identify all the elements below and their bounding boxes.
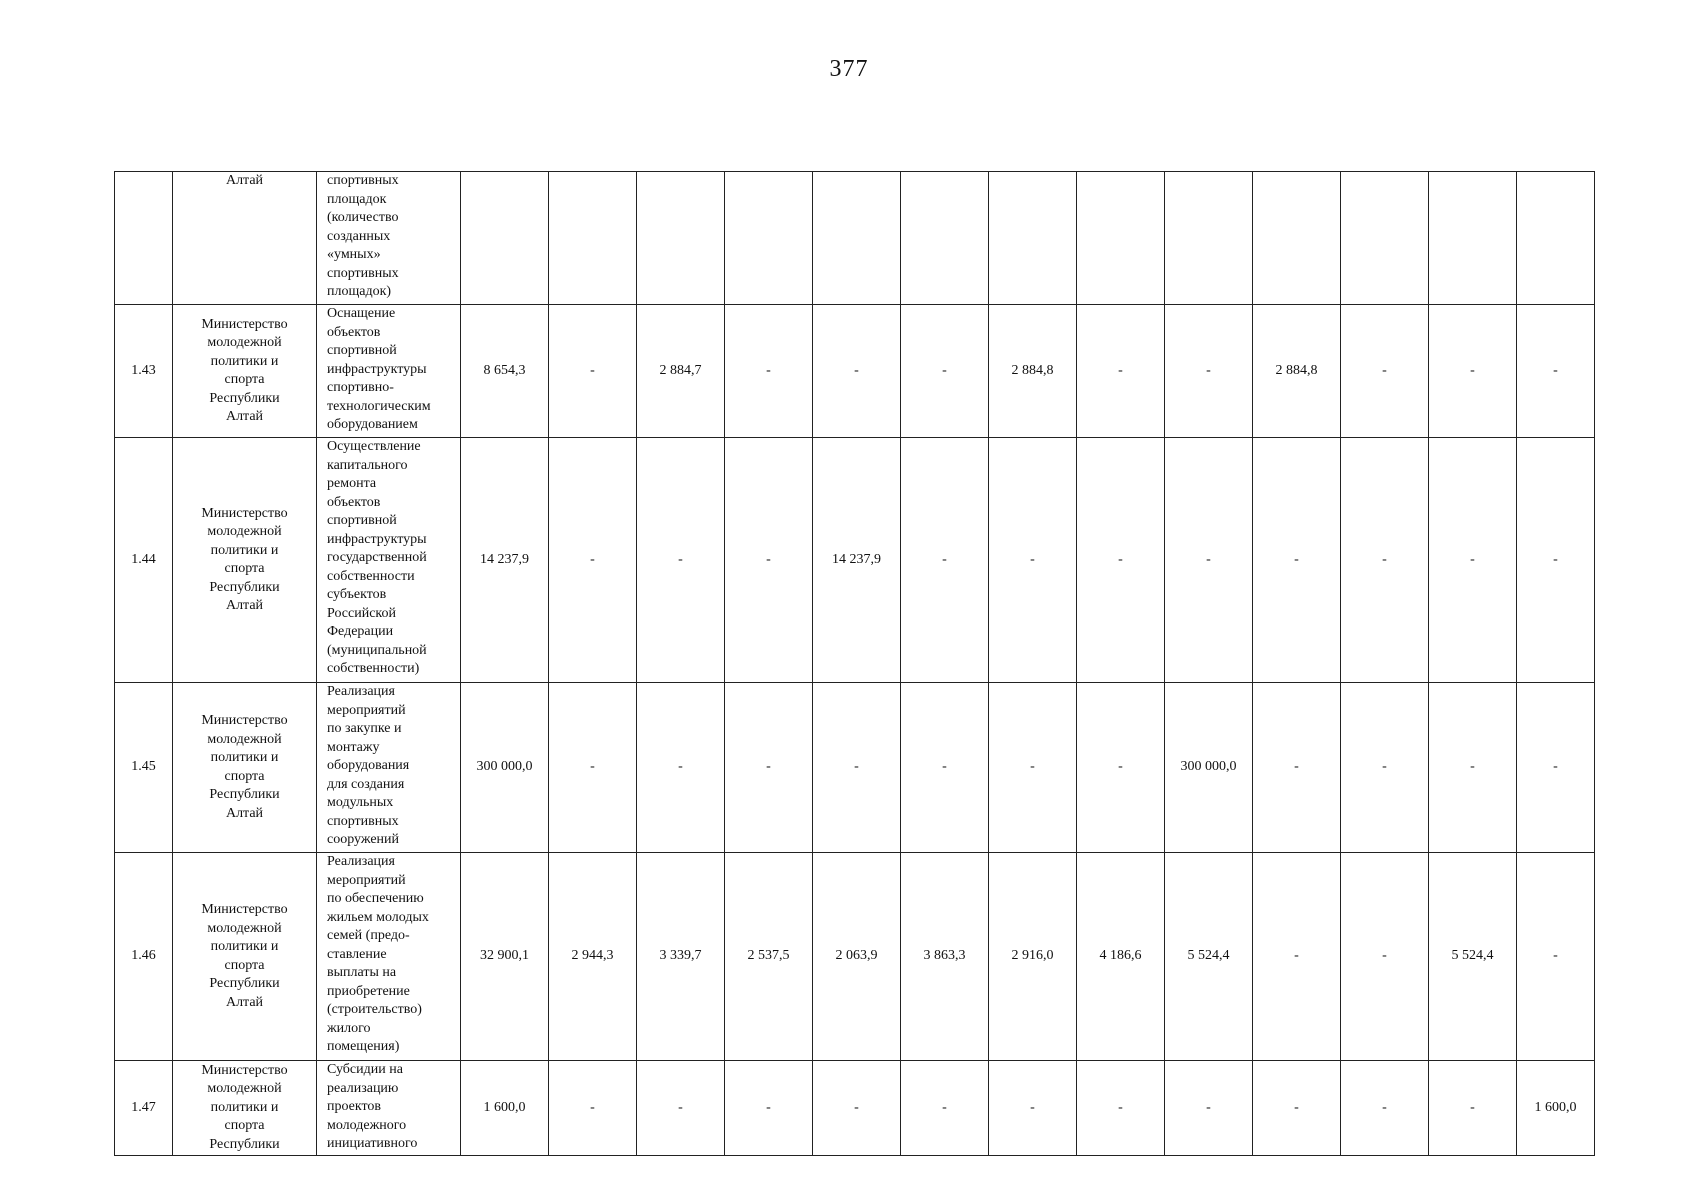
value-cell: - bbox=[1517, 853, 1595, 1061]
table-row bbox=[115, 305, 1595, 438]
value-cell bbox=[637, 172, 725, 305]
value-cell: - bbox=[989, 683, 1077, 853]
value-cell bbox=[901, 172, 989, 305]
table-row bbox=[115, 438, 1595, 683]
value-cell: - bbox=[1077, 305, 1165, 438]
value-cell bbox=[1165, 172, 1253, 305]
value-cell bbox=[1517, 172, 1595, 305]
description-cell: Субсидии на реализацию проектов молодежного инициативного bbox=[317, 1061, 461, 1156]
value-cell: 14 237,9 bbox=[813, 438, 901, 683]
value-cell: - bbox=[901, 305, 989, 438]
value-cell: - bbox=[1517, 683, 1595, 853]
table-row bbox=[115, 1061, 1595, 1156]
value-cell: - bbox=[725, 1061, 813, 1156]
value-cell bbox=[1429, 172, 1517, 305]
value-cell: - bbox=[1253, 1061, 1341, 1156]
table-row bbox=[115, 853, 1595, 1061]
value-cell: 2 063,9 bbox=[813, 853, 901, 1061]
value-cell bbox=[549, 172, 637, 305]
value-cell: 300 000,0 bbox=[1165, 683, 1253, 853]
description-cell: спортивных площадок (количество созданных «умных» спортивных площадок) bbox=[317, 172, 461, 305]
value-cell: 5 524,4 bbox=[1165, 853, 1253, 1061]
value-cell bbox=[1341, 172, 1429, 305]
value-cell: 1 600,0 bbox=[1517, 1061, 1595, 1156]
value-cell: 32 900,1 bbox=[461, 853, 549, 1061]
value-cell: 14 237,9 bbox=[461, 438, 549, 683]
value-cell: - bbox=[725, 438, 813, 683]
row-number-cell: 1.45 bbox=[115, 683, 173, 853]
value-cell: - bbox=[1253, 683, 1341, 853]
value-cell: - bbox=[1429, 438, 1517, 683]
value-cell: 2 944,3 bbox=[549, 853, 637, 1061]
description-cell: Реализация мероприятий по обеспечению жильем молодых семей (предо- ставление выплаты на приобретение (строительство) жилого помещения) bbox=[317, 853, 461, 1061]
value-cell bbox=[725, 172, 813, 305]
value-cell: - bbox=[1077, 438, 1165, 683]
value-cell: - bbox=[1517, 305, 1595, 438]
value-cell: - bbox=[549, 1061, 637, 1156]
value-cell: - bbox=[1165, 438, 1253, 683]
value-cell: - bbox=[1253, 438, 1341, 683]
value-cell: - bbox=[1429, 683, 1517, 853]
value-cell: - bbox=[1077, 1061, 1165, 1156]
value-cell: 5 524,4 bbox=[1429, 853, 1517, 1061]
value-cell: 2 537,5 bbox=[725, 853, 813, 1061]
value-cell: - bbox=[637, 438, 725, 683]
value-cell: 1 600,0 bbox=[461, 1061, 549, 1156]
organization-cell: Министерство молодежной политики и спорта Республики Алтай bbox=[173, 853, 317, 1061]
value-cell: - bbox=[637, 1061, 725, 1156]
organization-cell: Министерство молодежной политики и спорта Республики bbox=[173, 1061, 317, 1156]
value-cell: - bbox=[1341, 305, 1429, 438]
value-cell: - bbox=[549, 305, 637, 438]
value-cell: - bbox=[989, 1061, 1077, 1156]
budget-table bbox=[114, 171, 1595, 1156]
row-number-cell: 1.47 bbox=[115, 1061, 173, 1156]
value-cell bbox=[1077, 172, 1165, 305]
value-cell bbox=[461, 172, 549, 305]
value-cell: 4 186,6 bbox=[1077, 853, 1165, 1061]
value-cell: - bbox=[1429, 1061, 1517, 1156]
value-cell: - bbox=[989, 438, 1077, 683]
description-cell: Реализация мероприятий по закупке и монтажу оборудования для создания модульных спортивных сооружений bbox=[317, 683, 461, 853]
value-cell bbox=[1253, 172, 1341, 305]
row-number-cell: 1.44 bbox=[115, 438, 173, 683]
value-cell: - bbox=[813, 305, 901, 438]
value-cell: - bbox=[1429, 305, 1517, 438]
value-cell: 2 916,0 bbox=[989, 853, 1077, 1061]
value-cell: 2 884,8 bbox=[1253, 305, 1341, 438]
value-cell: 2 884,7 bbox=[637, 305, 725, 438]
value-cell: - bbox=[725, 305, 813, 438]
value-cell: - bbox=[1517, 438, 1595, 683]
value-cell: - bbox=[1165, 305, 1253, 438]
value-cell: 2 884,8 bbox=[989, 305, 1077, 438]
table-row bbox=[115, 172, 1595, 305]
value-cell: - bbox=[637, 683, 725, 853]
value-cell: - bbox=[901, 438, 989, 683]
value-cell: - bbox=[1341, 683, 1429, 853]
page-number: 377 bbox=[829, 56, 869, 82]
value-cell: - bbox=[549, 683, 637, 853]
description-cell: Оснащение объектов спортивной инфраструктуры спортивно- технологическим оборудованием bbox=[317, 305, 461, 438]
value-cell: 300 000,0 bbox=[461, 683, 549, 853]
row-number-cell: 1.46 bbox=[115, 853, 173, 1061]
organization-cell: Министерство молодежной политики и спорта Республики Алтай bbox=[173, 438, 317, 683]
description-cell: Осуществление капитального ремонта объектов спортивной инфраструктуры государственной собственности субъектов Российской Федерации (муниципальной собственности) bbox=[317, 438, 461, 683]
organization-cell: Алтай bbox=[173, 172, 317, 305]
row-number-cell bbox=[115, 172, 173, 305]
value-cell: - bbox=[813, 683, 901, 853]
value-cell: - bbox=[1077, 683, 1165, 853]
value-cell: - bbox=[1341, 438, 1429, 683]
value-cell: - bbox=[1165, 1061, 1253, 1156]
table-row bbox=[115, 683, 1595, 853]
value-cell: - bbox=[725, 683, 813, 853]
value-cell bbox=[813, 172, 901, 305]
value-cell bbox=[989, 172, 1077, 305]
value-cell: - bbox=[1341, 1061, 1429, 1156]
value-cell: - bbox=[901, 1061, 989, 1156]
value-cell: - bbox=[1253, 853, 1341, 1061]
row-number-cell: 1.43 bbox=[115, 305, 173, 438]
value-cell: 3 863,3 bbox=[901, 853, 989, 1061]
organization-cell: Министерство молодежной политики и спорта Республики Алтай bbox=[173, 305, 317, 438]
value-cell: 8 654,3 bbox=[461, 305, 549, 438]
value-cell: - bbox=[549, 438, 637, 683]
value-cell: - bbox=[901, 683, 989, 853]
organization-cell: Министерство молодежной политики и спорта Республики Алтай bbox=[173, 683, 317, 853]
value-cell: 3 339,7 bbox=[637, 853, 725, 1061]
value-cell: - bbox=[1341, 853, 1429, 1061]
value-cell: - bbox=[813, 1061, 901, 1156]
